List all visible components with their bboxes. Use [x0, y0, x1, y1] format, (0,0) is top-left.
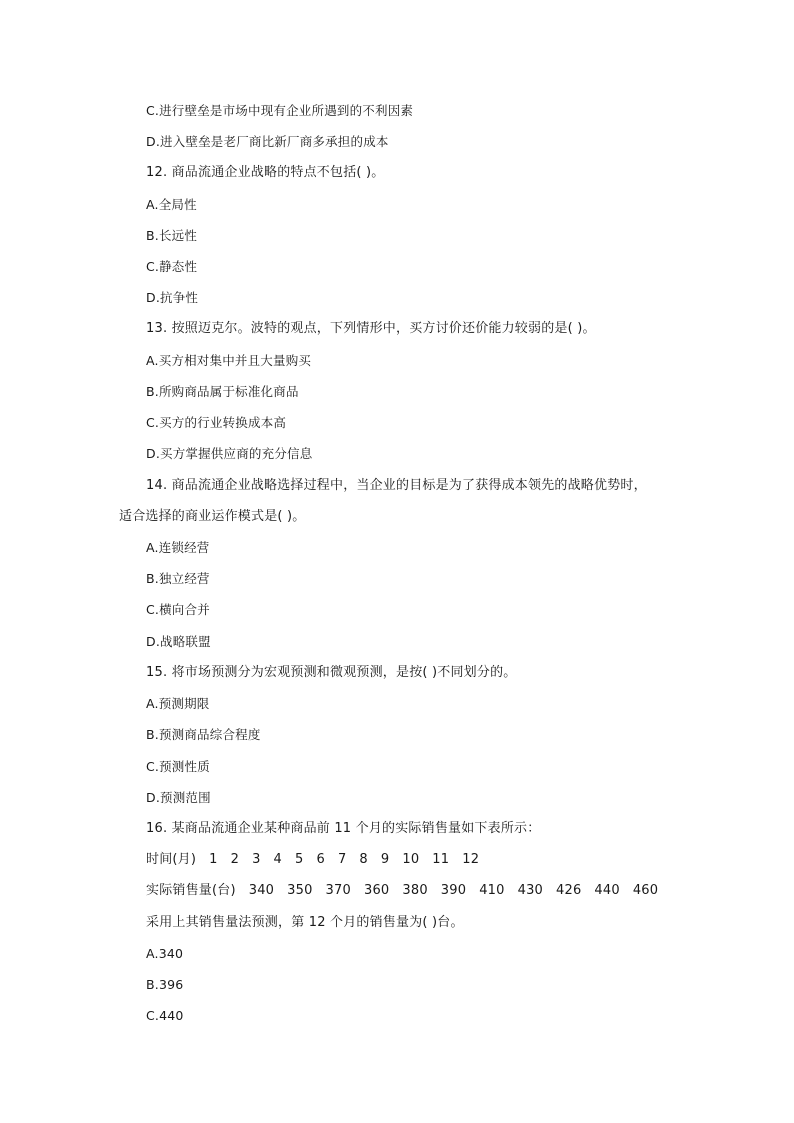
option-a-q14: A.连锁经营 — [146, 540, 210, 555]
option-c-q12: C.静态性 — [146, 259, 198, 274]
option-d-q12: D.抗争性 — [146, 290, 199, 305]
option-c-q16: C.440 — [146, 1008, 184, 1023]
option-a-q15: A.预测期限 — [146, 696, 210, 711]
option-a-q16: A.340 — [146, 946, 184, 961]
question-13: 13. 按照迈克尔。波特的观点，下列情形中，买方讨价还价能力较弱的是( )。 — [146, 321, 596, 336]
option-c-q11: C.进行壁垒是市场中现有企业所遇到的不利因素 — [146, 103, 414, 118]
sales-table-months-row: 时间(月) 1 2 3 4 5 6 7 8 9 10 11 12 — [146, 852, 480, 867]
question-14-continued: 适合选择的商业运作模式是( )。 — [119, 509, 306, 524]
option-b-q15: B.预测商品综合程度 — [146, 727, 261, 742]
option-b-q14: B.独立经营 — [146, 571, 210, 586]
question-15: 15. 将市场预测分为宏观预测和微观预测，是按( )不同划分的。 — [146, 665, 517, 680]
option-b-q13: B.所购商品属于标准化商品 — [146, 384, 299, 399]
question-16-prompt: 采用上其销售量法预测，第 12 个月的销售量为( )台。 — [146, 915, 464, 930]
option-d-q14: D.战略联盟 — [146, 634, 211, 649]
option-c-q15: C.预测性质 — [146, 759, 210, 774]
question-16: 16. 某商品流通企业某种商品前 11 个月的实际销售量如下表所示： — [146, 821, 541, 836]
question-14: 14. 商品流通企业战略选择过程中，当企业的目标是为了获得成本领先的战略优势时， — [146, 478, 647, 493]
option-b-q16: B.396 — [146, 977, 184, 992]
option-c-q13: C.买方的行业转换成本高 — [146, 415, 287, 430]
option-b-q12: B.长远性 — [146, 228, 198, 243]
option-c-q14: C.横向合并 — [146, 602, 210, 617]
option-d-q11: D.进入壁垒是老厂商比新厂商多承担的成本 — [146, 134, 389, 149]
option-d-q13: D.买方掌握供应商的充分信息 — [146, 446, 313, 461]
option-a-q13: A.买方相对集中并且大量购买 — [146, 353, 312, 368]
question-12: 12. 商品流通企业战略的特点不包括( )。 — [146, 165, 385, 180]
sales-table-values-row: 实际销售量(台) 340 350 370 360 380 390 410 430 426 440 460 — [146, 883, 659, 898]
option-a-q12: A.全局性 — [146, 197, 197, 212]
option-d-q15: D.预测范围 — [146, 790, 211, 805]
